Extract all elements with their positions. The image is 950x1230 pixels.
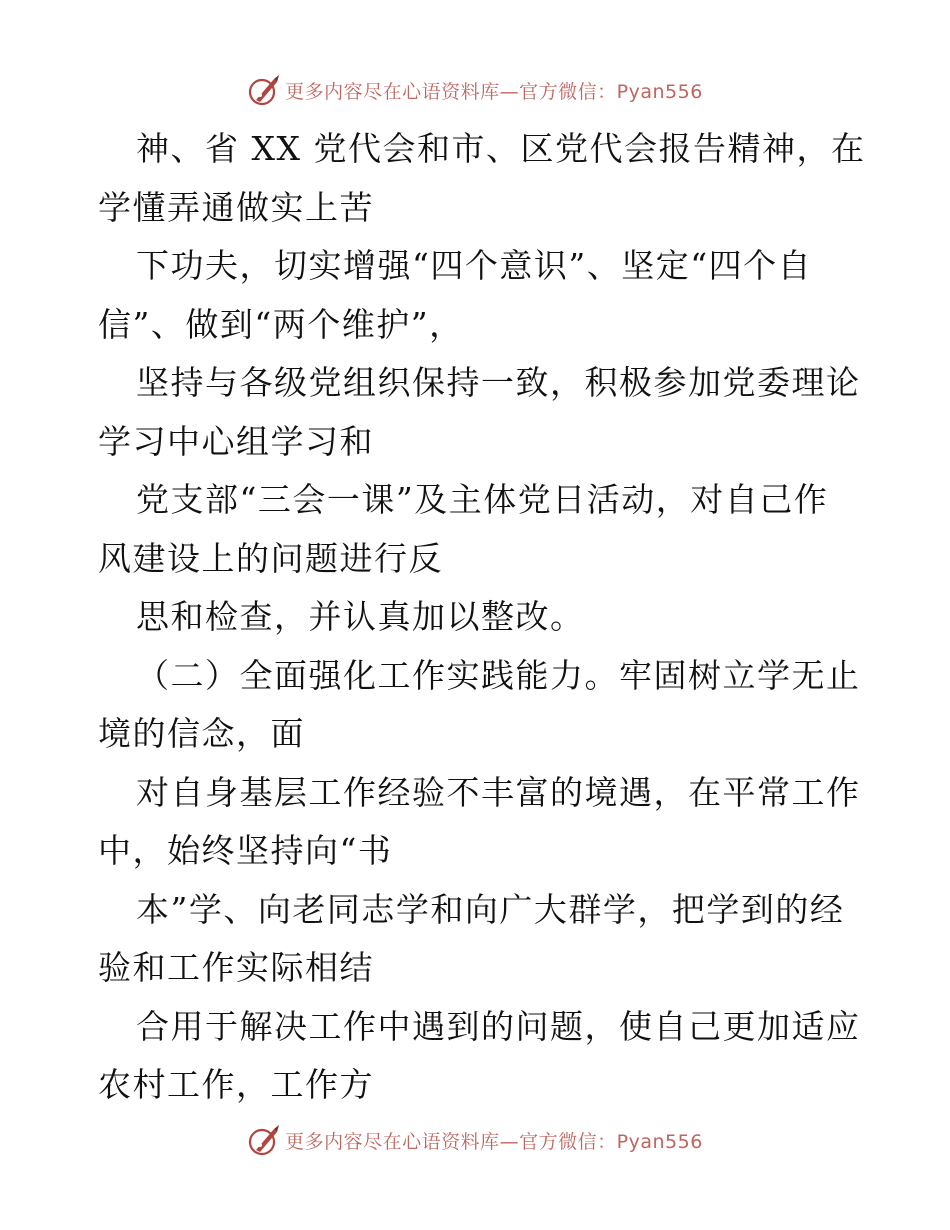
quill-pen-logo-icon — [247, 1123, 281, 1157]
text-line: 学懂弄通做实上苦 — [98, 187, 374, 227]
text-line: 风建设上的问题进行反 — [98, 538, 443, 578]
text-line: 坚持与各级党组织保持一致，积极参加党委理论 — [136, 363, 861, 402]
text-line: 下功夫，切实增强“四个意识”、坚定“四个自 — [136, 246, 813, 285]
text-line: 合用于解决工作中遇到的问题，使自己更加适应 — [136, 1006, 861, 1046]
quill-pen-logo-icon — [247, 73, 281, 107]
text-line: 农村工作，工作方 — [98, 1065, 374, 1104]
text-line: 中，始终坚持向“书 — [98, 831, 393, 870]
text-line: 神、省 XX 党代会和市、区党代会报告精神，在 — [136, 129, 866, 168]
text-line: 信”、做到“两个维护”， — [98, 304, 464, 344]
text-line: 验和工作实际相结 — [98, 948, 374, 987]
text-line: 对自身基层工作经验不丰富的境遇，在平常工作 — [136, 772, 861, 812]
watermark-text: 更多内容尽在心语资料库—官方微信：Pyan556 — [285, 1130, 703, 1153]
watermark-text: 更多内容尽在心语资料库—官方微信：Pyan556 — [285, 80, 703, 103]
text-line: 学习中心组学习和 — [98, 421, 374, 461]
document-body — [98, 120, 866, 1115]
watermark-header — [0, 70, 950, 110]
section-heading-line: （二）全面强化工作实践能力。牢固树立学无止 — [136, 655, 861, 695]
text-line: 境的信念，面 — [98, 714, 305, 753]
text-line: 本”学、向老同志学和向广大群学，把学到的经 — [136, 889, 845, 929]
watermark-footer — [0, 1120, 950, 1160]
text-line: 思和检查，并认真加以整改。 — [136, 597, 585, 636]
text-line: 党支部“三会一课”及主体党日活动，对自己作 — [136, 480, 829, 519]
